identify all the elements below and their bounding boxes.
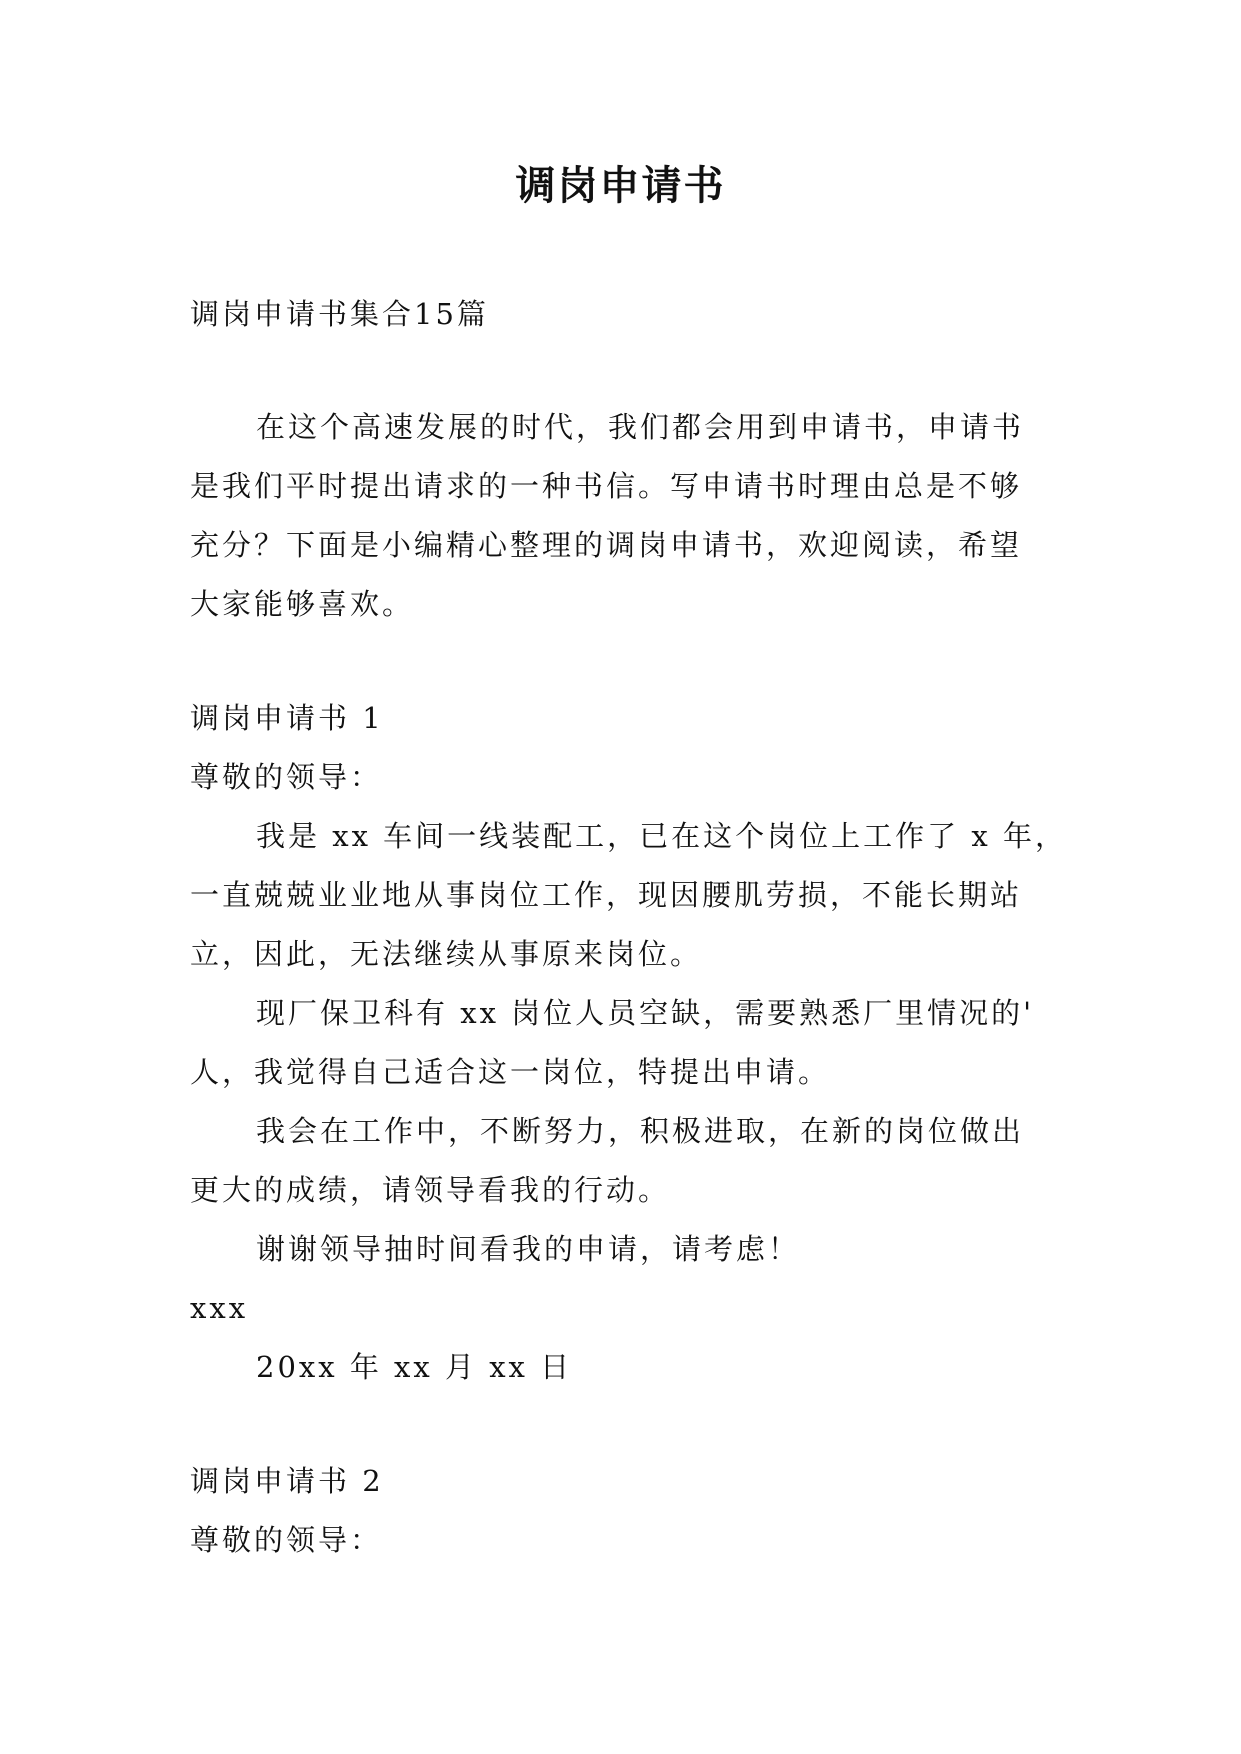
letter2-heading: 调岗申请书 2: [190, 1464, 384, 1498]
document-subtitle: 调岗申请书集合15篇: [190, 297, 489, 331]
letter1-para3-line-1: 我会在工作中，不断努力，积极进取，在新的岗位做出: [256, 1114, 1025, 1148]
letter2-salutation: 尊敬的领导：: [190, 1523, 383, 1557]
intro-line-2: 是我们平时提出请求的一种书信。写申请书时理由总是不够: [190, 469, 1023, 503]
letter1-para2-line-2: 人，我觉得自己适合这一岗位，特提出申请。: [190, 1055, 831, 1089]
letter1-para1-line-3: 立，因此，无法继续从事原来岗位。: [190, 937, 703, 971]
letter1-heading: 调岗申请书 1: [190, 701, 384, 735]
document-title: 调岗申请书: [515, 163, 726, 209]
letter1-para4: 谢谢领导抽时间看我的申请，请考虑！: [256, 1232, 801, 1266]
letter1-para3-line-2: 更大的成绩，请领导看我的行动。: [190, 1173, 671, 1207]
letter1-para1-line-1: 我是 xx 车间一线装配工，已在这个岗位上工作了 x 年，: [256, 819, 1067, 853]
letter1-salutation: 尊敬的领导：: [190, 760, 383, 794]
letter1-signature: xxx: [190, 1291, 249, 1325]
letter1-para1-line-2: 一直兢兢业业地从事岗位工作，现因腰肌劳损，不能长期站: [190, 878, 1023, 912]
intro-line-3: 充分？下面是小编精心整理的调岗申请书，欢迎阅读，希望: [190, 528, 1023, 562]
letter1-para2-line-1: 现厂保卫科有 xx 岗位人员空缺，需要熟悉厂里情况的': [256, 996, 1035, 1030]
letter1-date: 20xx 年 xx 月 xx 日: [256, 1350, 573, 1384]
intro-line-1: 在这个高速发展的时代，我们都会用到申请书，申请书: [256, 410, 1025, 444]
intro-line-4: 大家能够喜欢。: [190, 587, 415, 621]
